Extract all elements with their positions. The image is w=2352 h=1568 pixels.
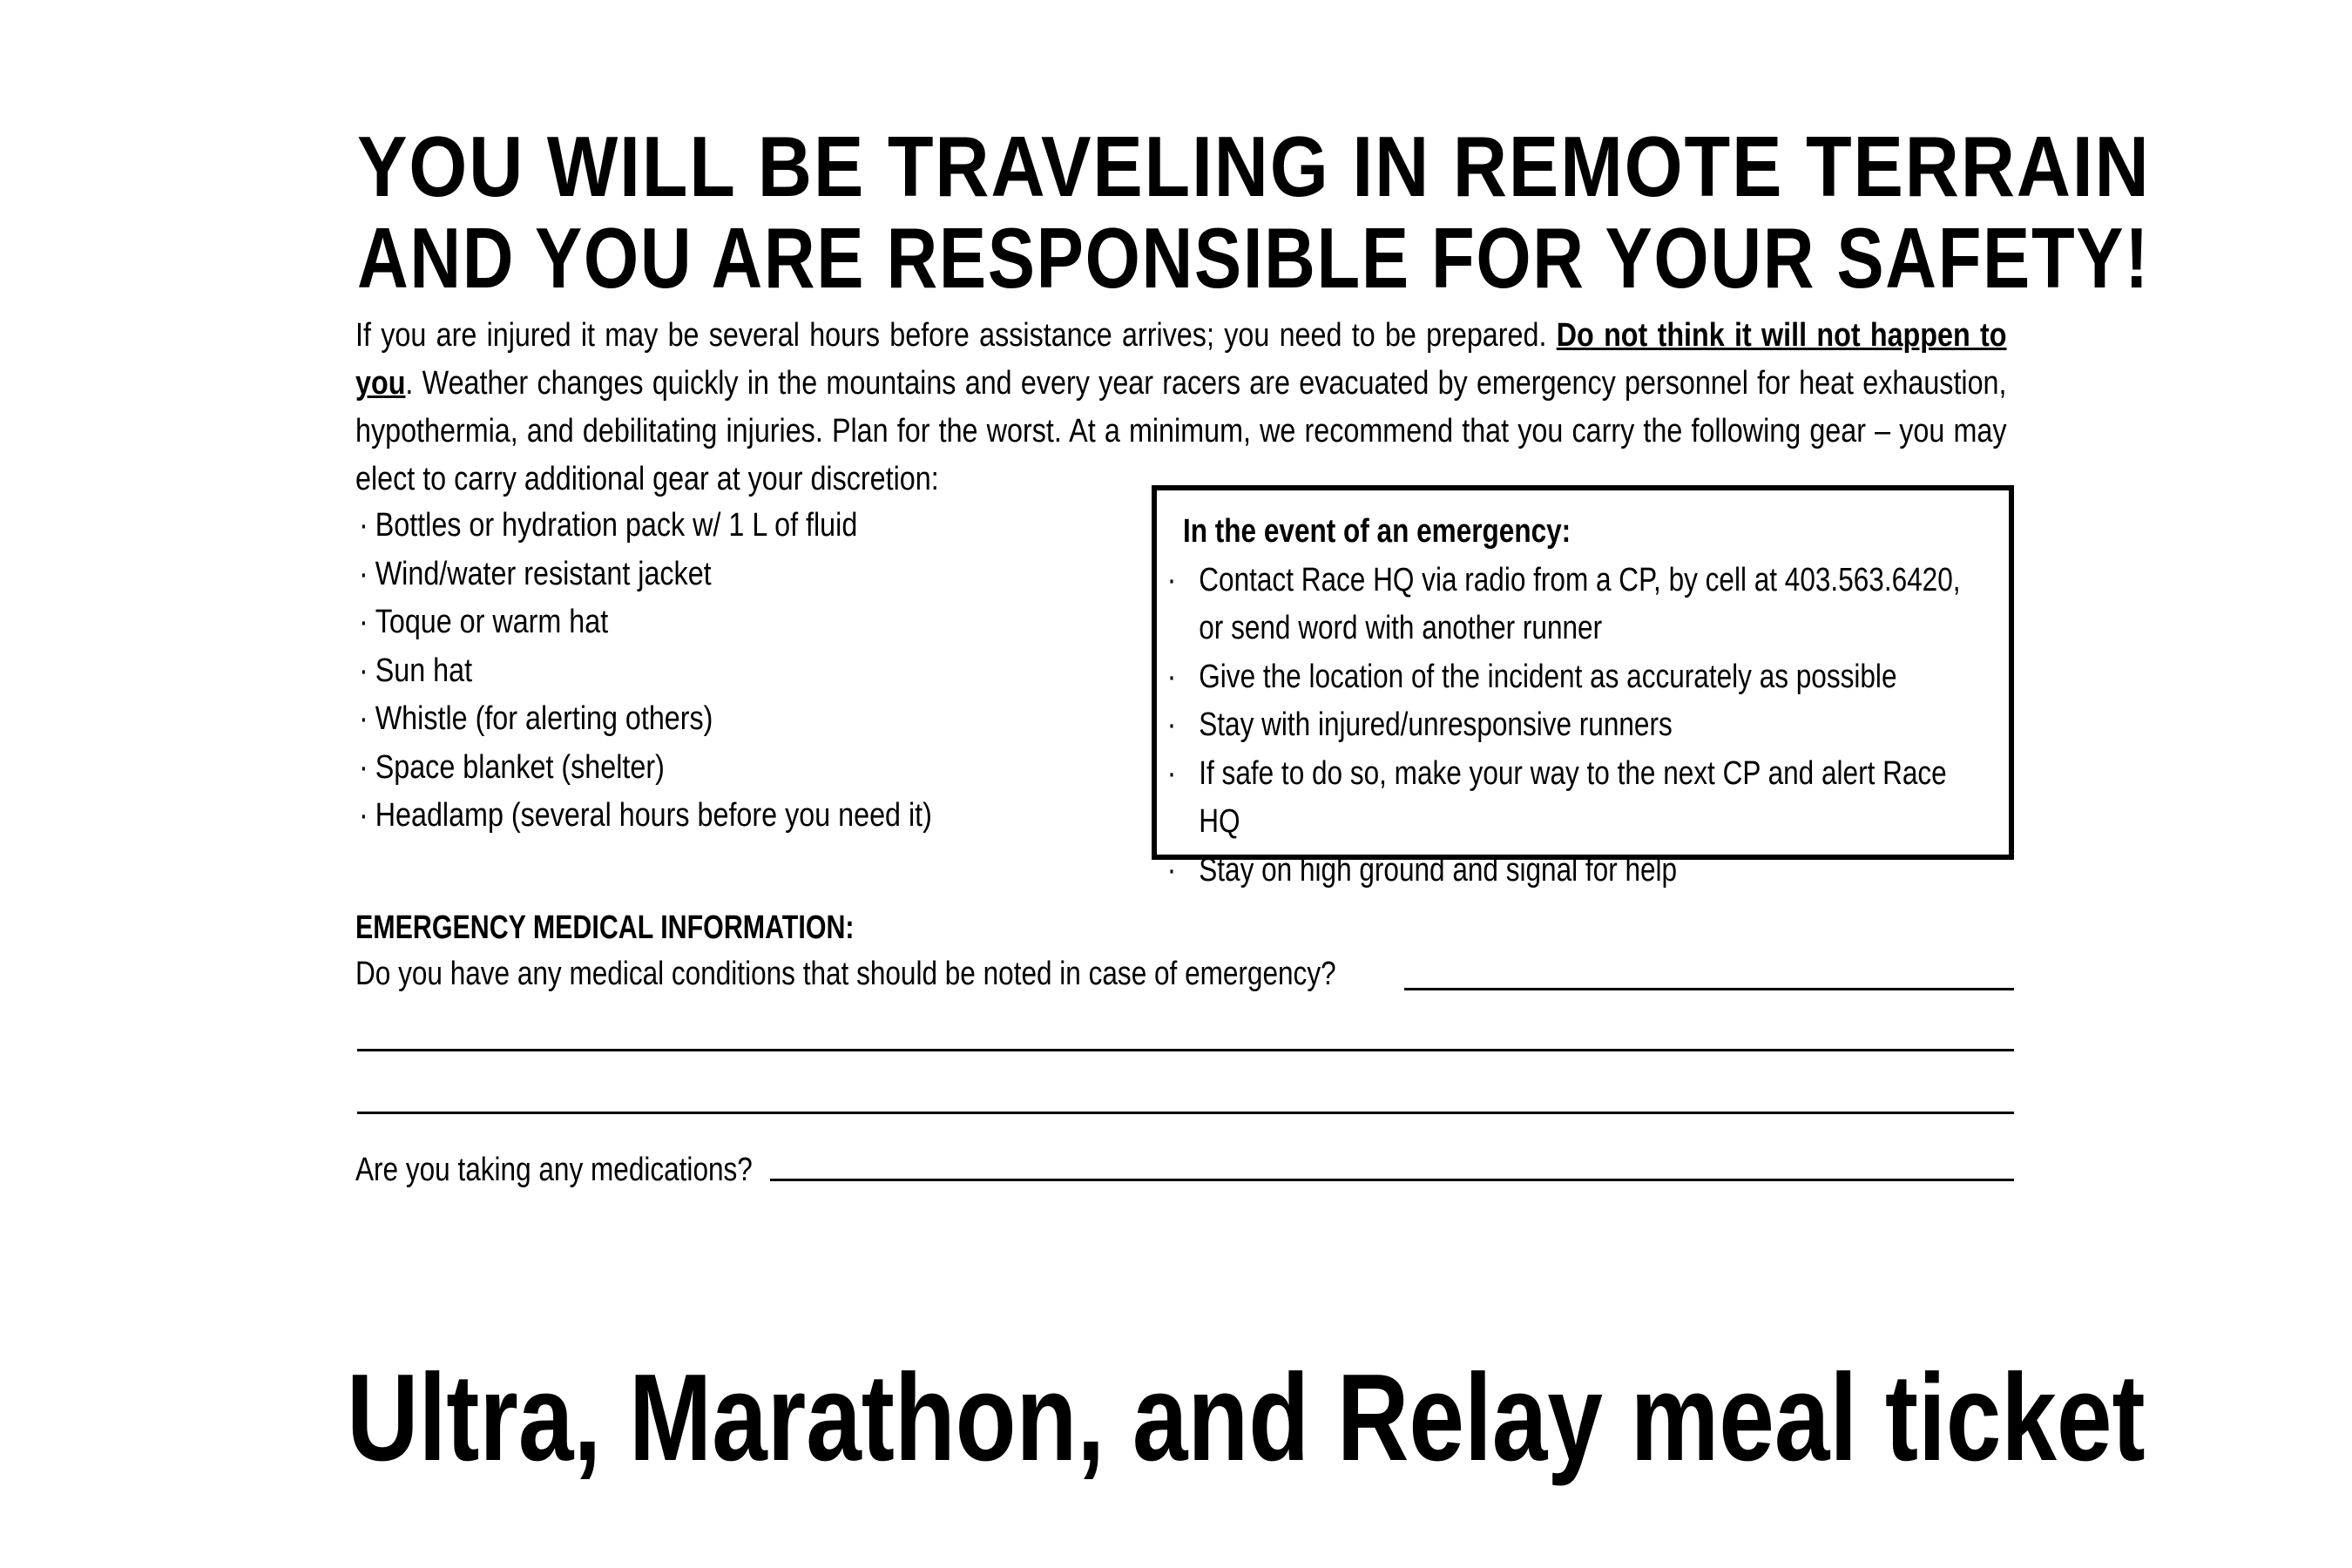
medications-answer-line[interactable] bbox=[770, 1179, 2014, 1181]
medical-conditions-answer-line[interactable] bbox=[1404, 988, 2014, 990]
intro-emphasis: Do not think it will not happen to you bbox=[355, 317, 2007, 402]
medical-conditions-question: Do you have any medical conditions that should be noted in case of emergency? bbox=[355, 956, 1336, 992]
gear-item: · Wind/water resistant jacket bbox=[359, 551, 932, 599]
emergency-content bbox=[1183, 508, 1978, 895]
gear-item: · Sun hat bbox=[359, 647, 932, 696]
medications-question: Are you taking any medications? bbox=[355, 1152, 753, 1188]
gear-item: · Space blanket (shelter) bbox=[359, 744, 932, 793]
gear-item: · Whistle (for alerting others) bbox=[359, 695, 932, 744]
gear-item: · Toque or warm hat bbox=[359, 598, 932, 647]
gear-list bbox=[359, 502, 932, 841]
medical-conditions-answer-line-2[interactable] bbox=[357, 1049, 2014, 1051]
emergency-item: · If safe to do so, make your way to the next CP and alert Race HQ bbox=[1183, 750, 1978, 847]
emergency-item: · Stay on high ground and signal for help bbox=[1183, 847, 1978, 896]
emergency-title: In the event of an emergency: bbox=[1183, 513, 1571, 550]
intro-paragraph bbox=[355, 312, 2007, 504]
gear-item: · Bottles or hydration pack w/ 1 L of fluid bbox=[359, 502, 932, 551]
emergency-item: · Contact Race HQ via radio from a CP, by cell at 403.563.6420, or send word with another runner bbox=[1183, 557, 1978, 653]
emergency-item: · Stay with injured/unresponsive runners bbox=[1183, 701, 1978, 750]
intro-text-1: If you are injured it may be several hours before assistance arrives; you need to be prepared. bbox=[355, 317, 1557, 354]
meal-ticket-title: Ultra, Marathon, and Relay meal ticket bbox=[347, 1348, 2146, 1487]
emergency-list bbox=[1183, 557, 1978, 896]
heading-line-2: AND YOU ARE RESPONSIBLE FOR YOUR SAFETY! bbox=[357, 210, 2150, 306]
medical-conditions-answer-line-3[interactable] bbox=[357, 1112, 2014, 1114]
emergency-box bbox=[1152, 485, 2014, 889]
medical-info-title: EMERGENCY MEDICAL INFORMATION: bbox=[355, 909, 855, 946]
heading-line-1: YOU WILL BE TRAVELING IN REMOTE TERRAIN bbox=[357, 118, 2151, 214]
gear-item: · Headlamp (several hours before you need it) bbox=[359, 792, 932, 841]
emergency-item: · Give the location of the incident as accurately as possible bbox=[1183, 653, 1978, 702]
intro-text-2: . Weather changes quickly in the mountains and every year racers are evacuated by emergency personnel for heat exhaustion, hypothermia, and debilitating injuries. Plan for the worst. At a minimum, we recommend that you carry the following gear – you may elect to carry additional gear at your discretion: bbox=[355, 365, 2007, 497]
